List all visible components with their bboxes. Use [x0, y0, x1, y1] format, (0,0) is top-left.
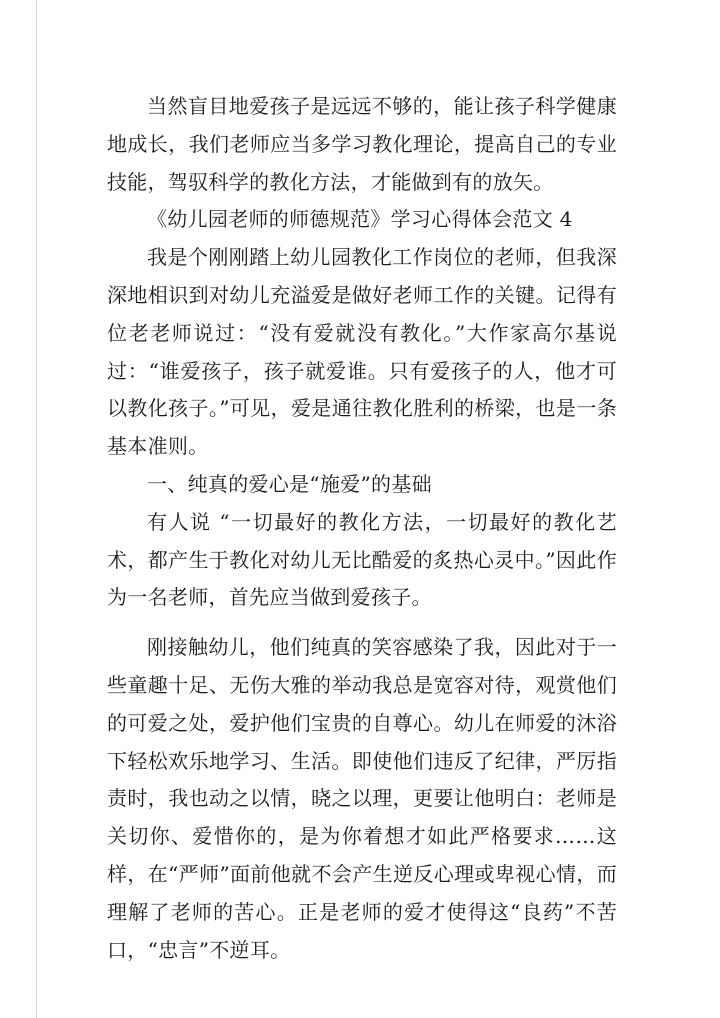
subsection-heading: 一、纯真的爱心是“施爱”的基础 — [147, 471, 432, 496]
section-title: 《幼儿园老师的师德规范》学习心得体会范文 4 — [147, 207, 573, 232]
paragraph-3: 有人说 “一切最好的教化方法，一切最好的教化艺术，都产生于教化对幼儿无比酷爱的炙热心灵中。”因此作为一名老师，首先应当做到爱孩子。 — [107, 509, 617, 610]
page-edge-rule — [36, 0, 37, 1018]
document-body — [107, 88, 617, 969]
paragraph-1: 当然盲目地爱孩子是远远不够的，能让孩子科学健康地成长，我们老师应当多学习教化理论，提高自己的专业技能，驾驭科学的教化方法，才能做到有的放矢。 — [107, 94, 617, 194]
paragraph-4: 刚接触幼儿，他们纯真的笑容感染了我，因此对于一些童趣十足、无伤大雅的举动我总是宽容对待，观赏他们的可爱之处，爱护他们宝贵的自尊心。幼儿在师爱的沐浴下轻松欢乐地学习、生活。即使他们违反了纪律，严厉指责时，我也动之以情，晓之以理，更要让他明白：老师是关切你、爱惜你的，是为你着想才如此严格要求……这样，在“严师”面前他就不会产生逆反心理或卑视心情，而理解了老师的苦心。正是老师的爱才使得这“良药”不苦口，“忠言”不逆耳。 — [107, 635, 617, 962]
paragraph-2: 我是个刚刚踏上幼儿园教化工作岗位的老师，但我深深地相识到对幼儿充溢爱是做好老师工作的关键。记得有位老老师说过：“没有爱就没有教化。”大作家高尔基说过：“谁爱孩子，孩子就爱谁。只有爱孩子的人，他才可以教化孩子。”可见，爱是通往教化胜利的桥梁，也是一条基本准则。 — [107, 245, 617, 459]
